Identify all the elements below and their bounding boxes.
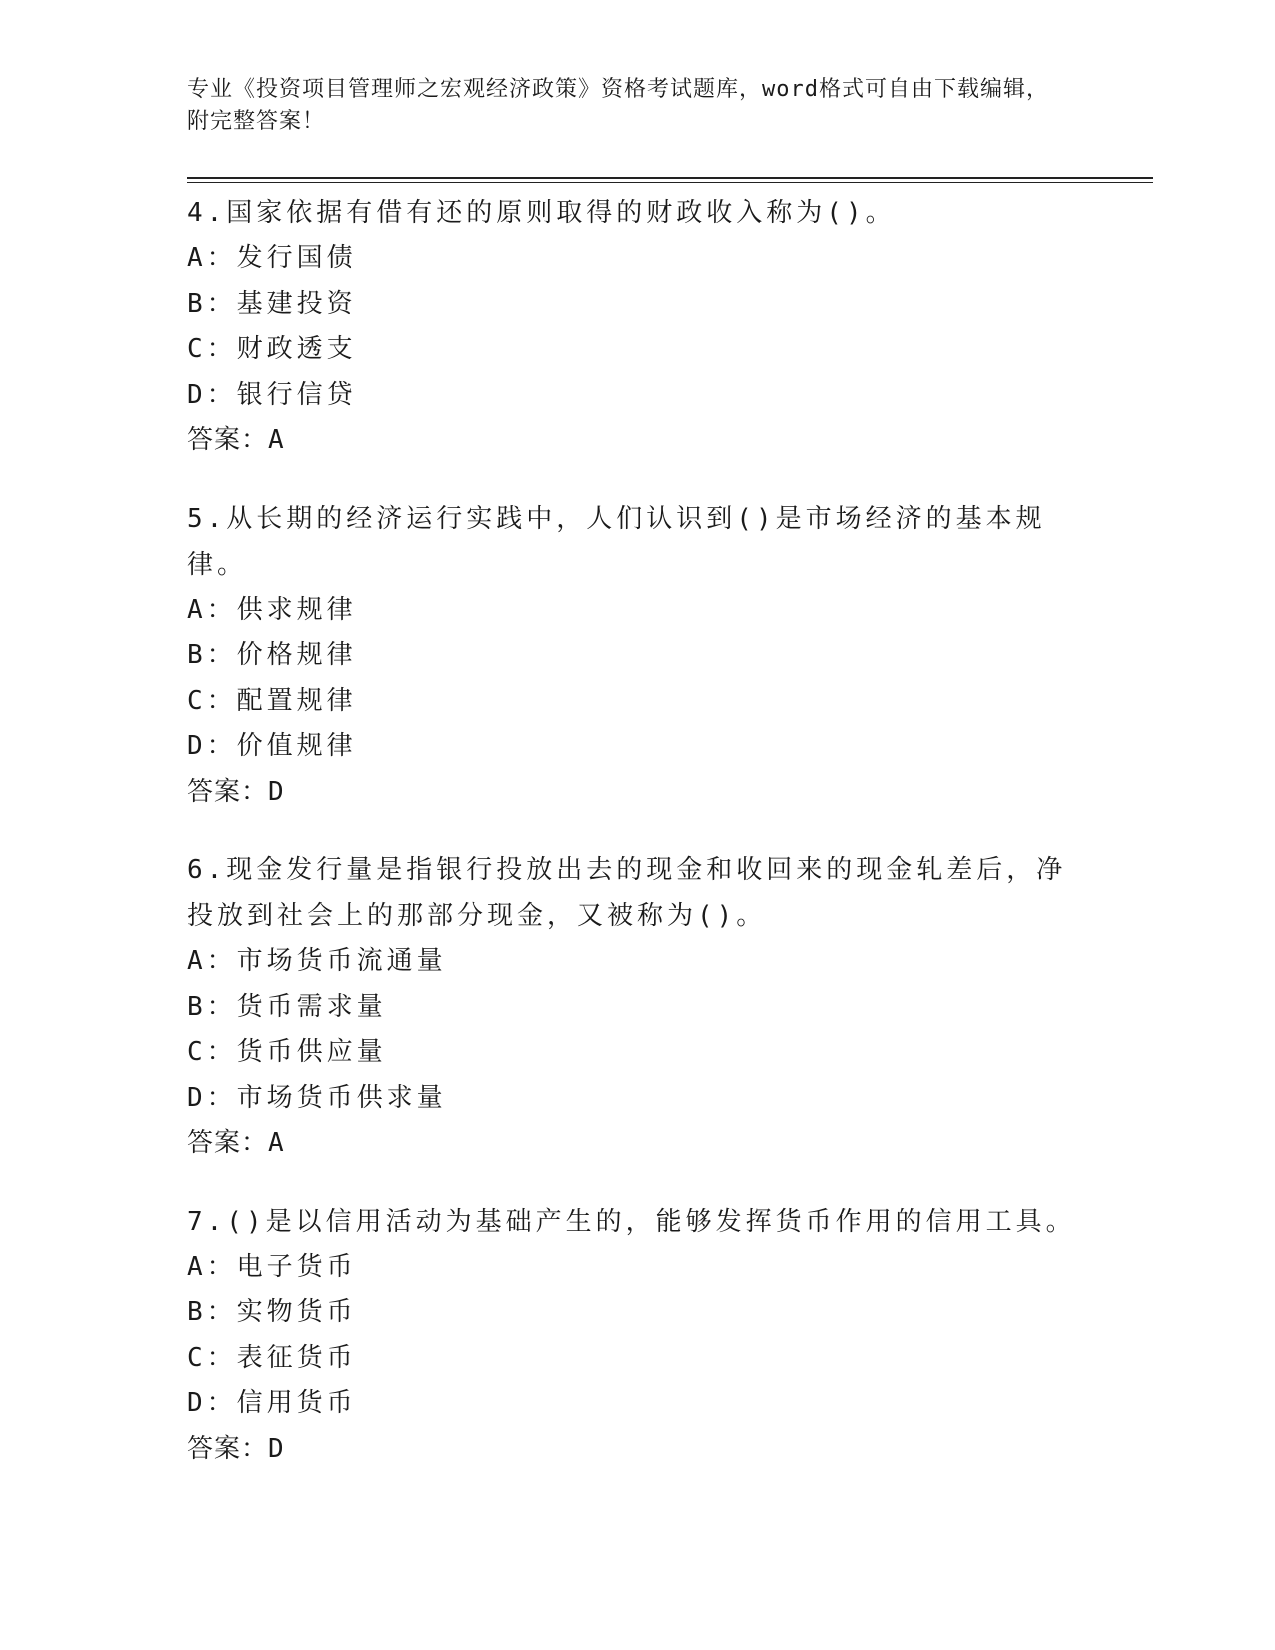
question-5 (187, 496, 1087, 816)
option-c: C：配置规律 (187, 685, 357, 716)
option-c: C：财政透支 (187, 334, 357, 364)
header-divider-thin (187, 182, 1153, 183)
option-b: B：基建投资 (187, 288, 357, 319)
option-a: A：市场货币流通量 (187, 946, 447, 976)
question-text: 6.现金发行量是指银行投放出去的现金和收回来的现金轧差后，净投放到社会上的那部分现金，又被称为()。 (187, 855, 1067, 931)
question-6 (187, 847, 1087, 1167)
header-divider-thick (187, 177, 1153, 179)
answer-line: 答案：A (187, 1128, 285, 1158)
option-a: A：电子货币 (187, 1251, 357, 1282)
question-4 (187, 190, 1087, 464)
option-c: C：表征货币 (187, 1342, 357, 1373)
answer-line: 答案：A (187, 425, 285, 455)
option-c: C：货币供应量 (187, 1037, 387, 1067)
question-list (187, 190, 1087, 1504)
option-d: D：价值规律 (187, 731, 357, 761)
question-text: 5.从长期的经济运行实践中，人们认识到()是市场经济的基本规律。 (187, 503, 1046, 580)
option-a: A：发行国债 (187, 243, 357, 273)
answer-line: 答案：D (187, 1433, 285, 1464)
question-text: 4.国家依据有借有还的原则取得的财政收入称为()。 (187, 198, 896, 228)
option-b: B：价格规律 (187, 640, 357, 670)
question-7 (187, 1199, 1087, 1473)
option-b: B：实物货币 (187, 1297, 357, 1327)
option-d: D：银行信贷 (187, 379, 357, 410)
option-d: D：信用货币 (187, 1388, 357, 1418)
option-d: D：市场货币供求量 (187, 1082, 447, 1113)
option-b: B：货币需求量 (187, 991, 387, 1022)
question-text: 7.()是以信用活动为基础产生的，能够发挥货币作用的信用工具。 (187, 1206, 1076, 1237)
answer-line: 答案：D (187, 776, 285, 807)
option-a: A：供求规律 (187, 594, 357, 625)
document-header: 专业《投资项目管理师之宏观经济政策》资格考试题库，word格式可自由下载编辑，附完整答案！ (187, 77, 1049, 134)
